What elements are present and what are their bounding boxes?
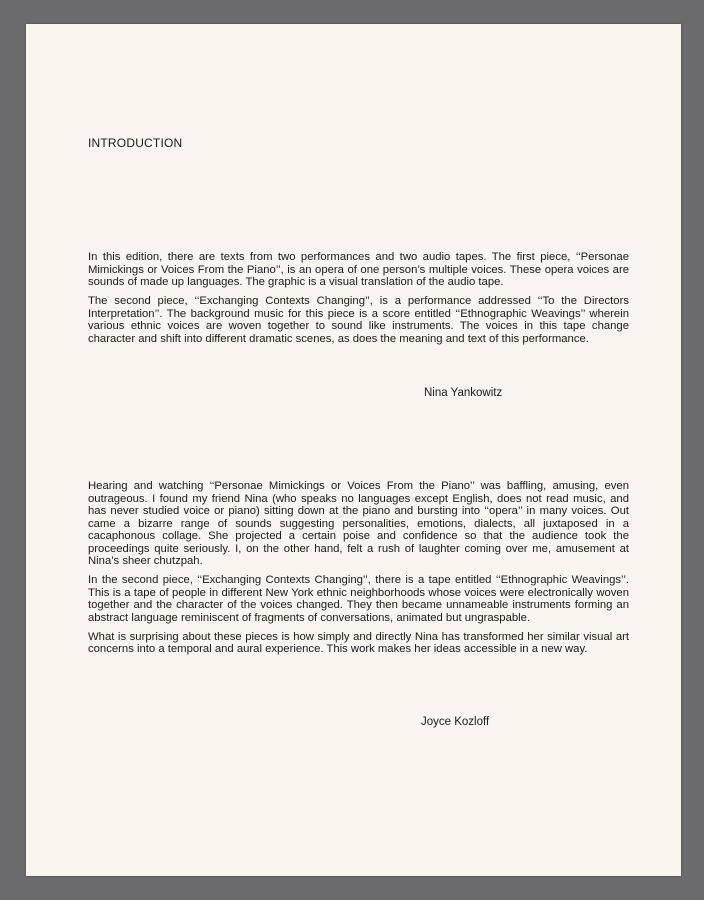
paragraph: Hearing and watching ‘‘Personae Mimickings or Voices From the Piano’’ was baffling, amusing, even outrageous. I found my friend Nina (who speaks no languages except English, does not read music, and has never studied voice or piano) sitting down at the piano and bursting into ‘‘opera’’ in many voices. Out came a bizarre range of sounds suggesting personalities, emotions, dialects, all juxtaposed in a cacaphonous collage. She projected a certain poise and confidence so that the audience took the proceedings quite seriously. I, on the other hand, felt a rush of laughter coming over me, amusement at Nina’s sheer chutzpah. [88,480,629,567]
signature-joyce-kozloff: Joyce Kozloff [421,716,490,728]
paragraph: What is surprising about these pieces is how simply and directly Nina has transformed her similar visual art concerns into a temporal and aural experience. This work makes her ideas accessible in a new way. [88,630,629,655]
paragraph: In the second piece, ‘‘Exchanging Contexts Changing’’, there is a tape entitled ‘‘Ethnographic Weavings’’. This is a tape of people in different New York ethnic neighborhoods whose voices were electronically woven together and the character of the voices changed. They then became unnameable instruments forming an abstract language reminiscent of fragments of conversations, animated but ungraspable. [88,574,629,624]
paragraph: The second piece, ‘‘Exchanging Contexts Changing’’, is a performance addressed ‘‘To the Directors Interpretation’’. The background music for this piece is a score entitled ‘‘Ethnographic Weavings’’ wherein various ethnic voices are woven together to sound like instruments. The voices in this tape change character and shift into different dramatic scenes, as does the meaning and text of this performance. [88,295,629,345]
signature-nina-yankowitz: Nina Yankowitz [424,387,503,399]
section-kozloff [88,480,629,662]
document-page [26,24,681,876]
page-title: INTRODUCTION [88,136,183,150]
paragraph: In this edition, there are texts from two performances and two audio tapes. The first piece, ‘‘Personae Mimickings or Voices From the Piano’’, is an opera of one person’s multiple voices. These opera voices are sounds of made up languages. The graphic is a visual translation of the audio tape. [88,251,629,288]
section-yankowitz [88,251,629,352]
